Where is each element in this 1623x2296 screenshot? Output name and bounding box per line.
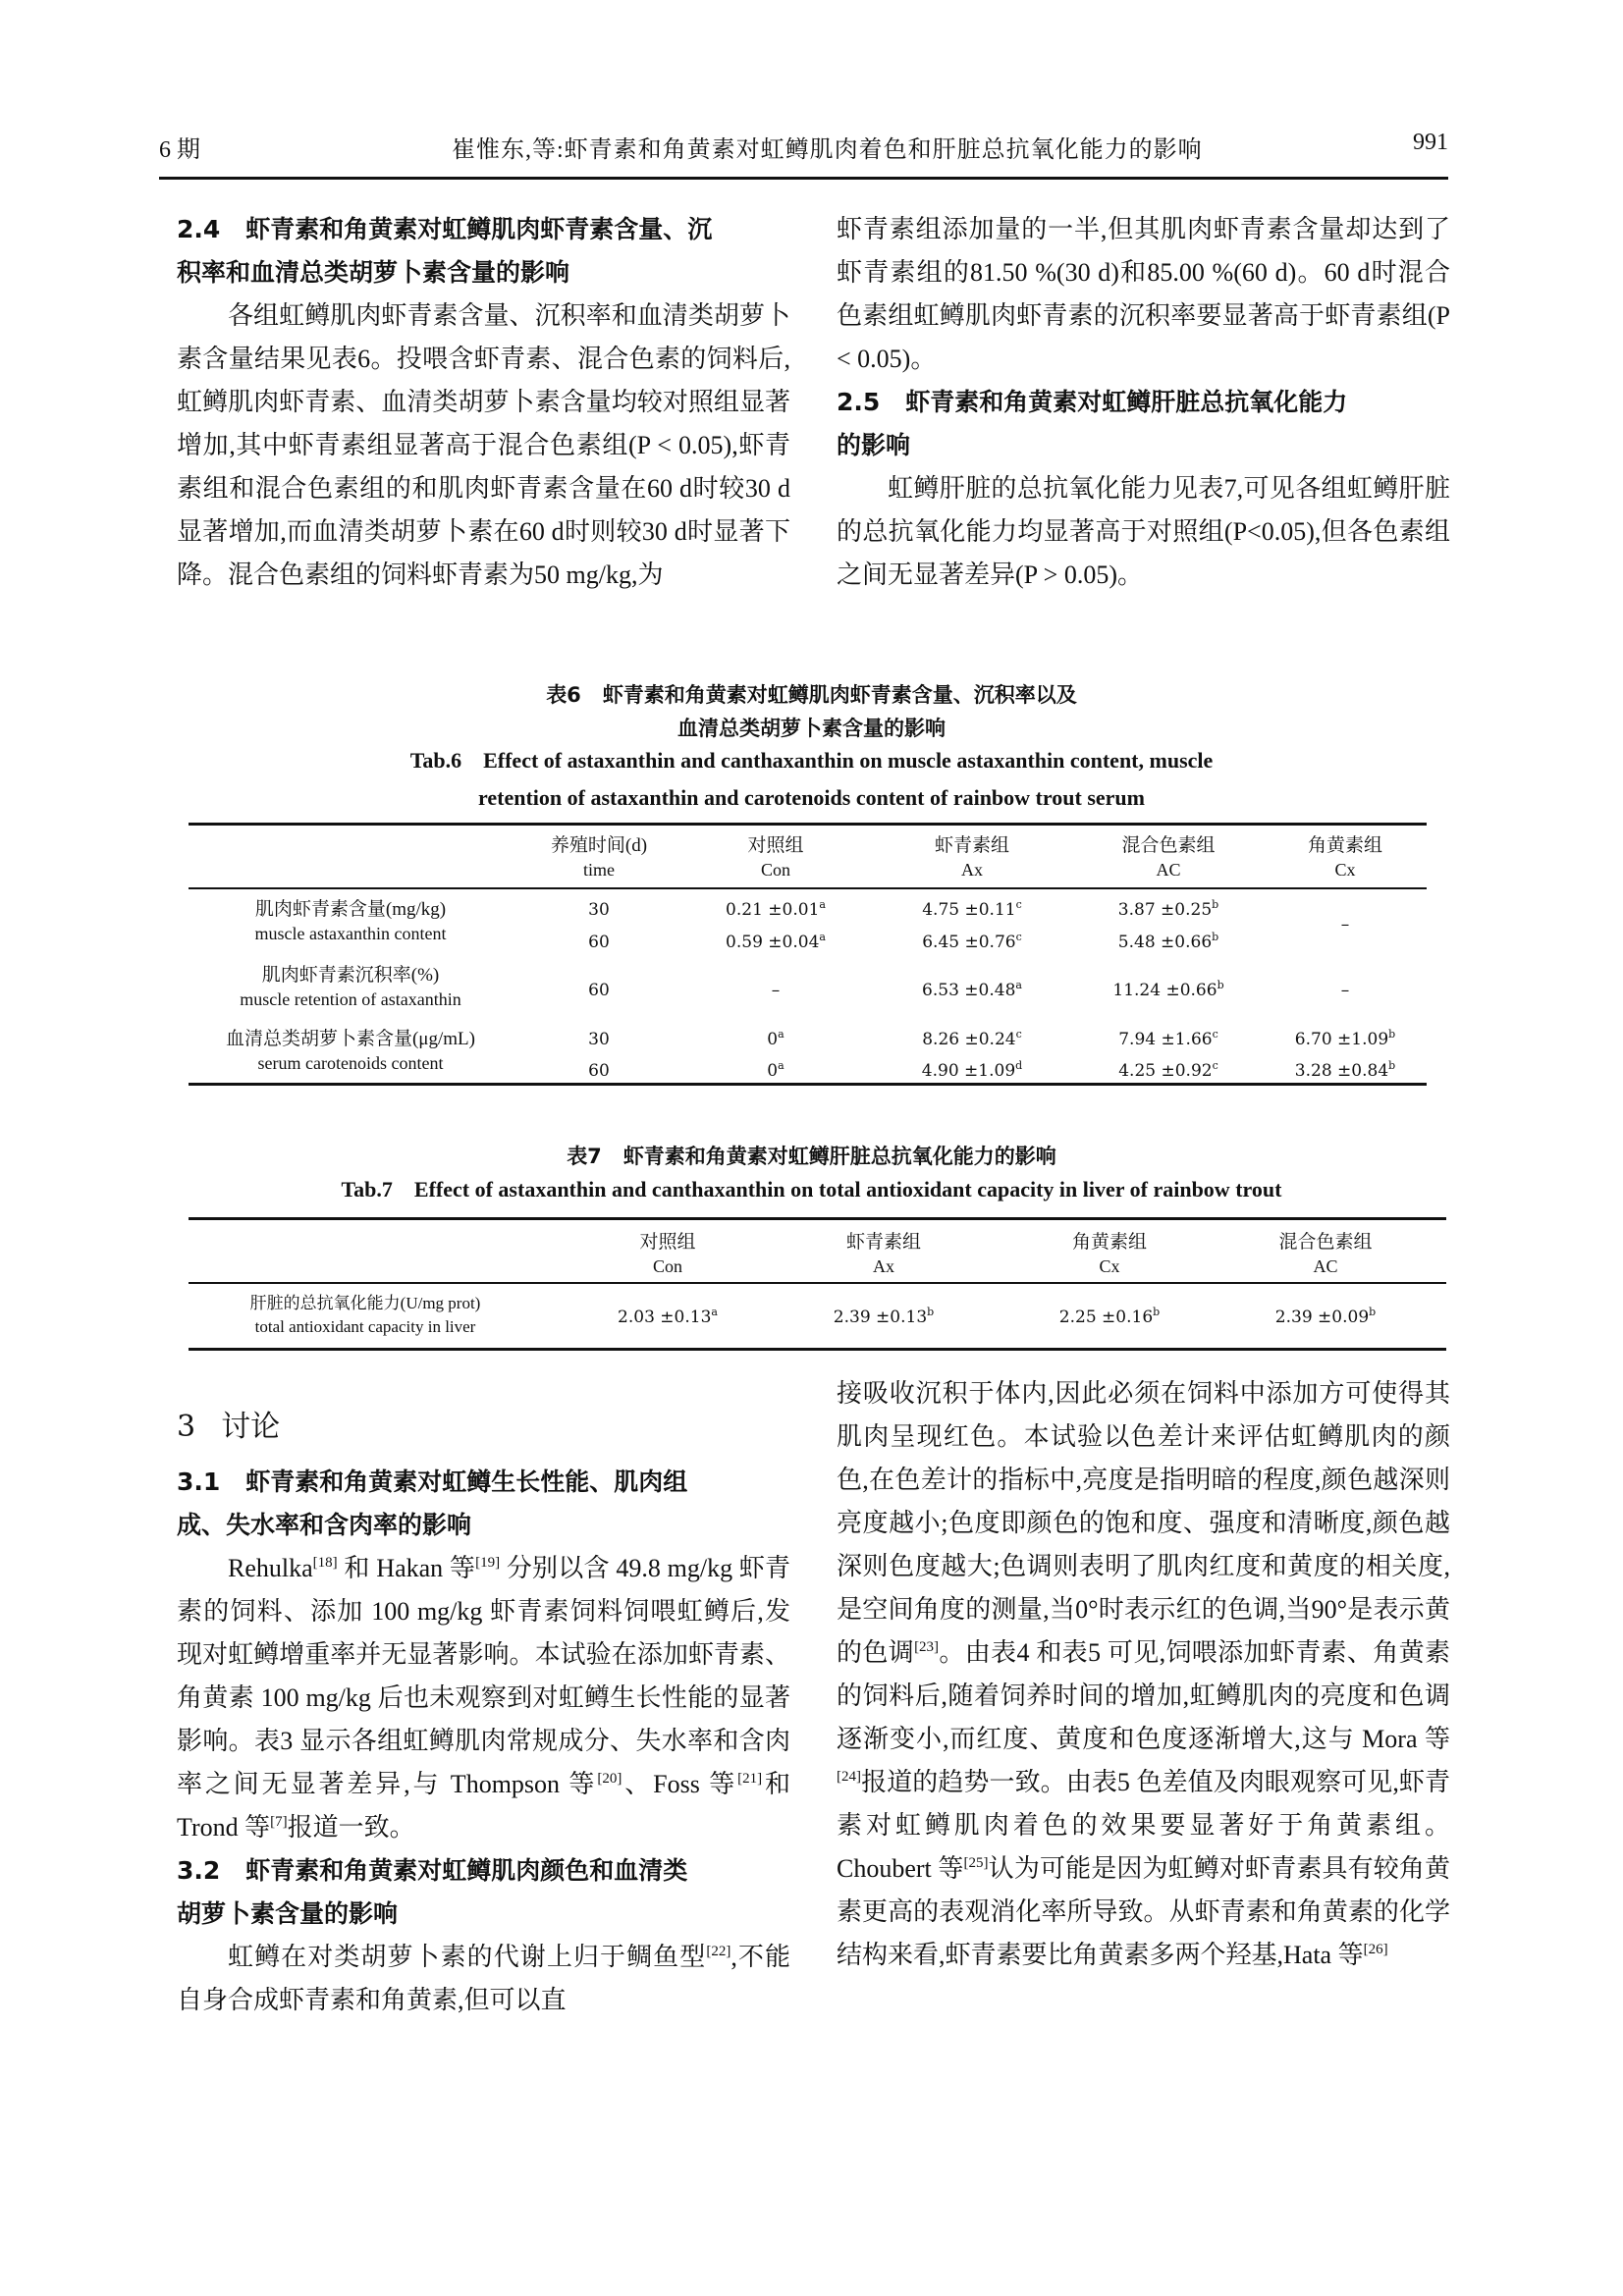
section-2-4-paragraph-continued: 虾青素组添加量的一半,但其肌肉虾青素含量却达到了虾青素组的81.50 %(30 d)和85.00 %(60 d)。60 d时混合色素组虹鳟肌肉虾青素的沉积率要显著高于虾青素组(P < 0.05)。: [837, 215, 1450, 373]
cell-value: 8.26 ±0.24: [922, 1030, 1016, 1049]
cell-con: [687, 1028, 864, 1051]
section-number: 3: [177, 1410, 196, 1444]
cell-value: 0.21 ±0.01: [726, 900, 820, 920]
cell-value: 2.25 ±0.16: [1058, 1308, 1154, 1327]
header-cn: 虾青素组: [934, 835, 1009, 856]
cell-value: 6.45 ±0.76: [922, 933, 1016, 952]
significance-letter: b: [1388, 1028, 1396, 1041]
citation[interactable]: [25]: [963, 1855, 989, 1871]
header-en: Con: [760, 860, 790, 880]
cell-ac: [1060, 1028, 1276, 1051]
table6-caption-cn: [0, 679, 1623, 709]
section-2-5-heading: [837, 381, 1450, 467]
row-label-en: serum carotenoids content: [257, 1053, 444, 1073]
left-column-top: [177, 208, 790, 597]
section-3-1-paragraph: [177, 1547, 790, 1849]
section-number: 2.4: [177, 215, 221, 243]
citation[interactable]: [23]: [914, 1639, 940, 1655]
page-number: 991: [1413, 130, 1448, 155]
heading-text: 成、失水率和含肉率的影响: [177, 1511, 472, 1539]
heading-text: 虾青素和角黄素对虹鳟肌肉虾青素含量、沉: [245, 215, 713, 243]
cell-time: 30: [588, 900, 610, 920]
significance-letter: c: [1015, 931, 1022, 943]
journal-issue: 6 期: [159, 137, 200, 163]
section-3-2-heading: [177, 1849, 790, 1936]
cell-ax: [785, 1306, 982, 1329]
significance-letter: b: [1153, 1306, 1161, 1318]
table7-caption-en: [0, 1177, 1623, 1202]
header-en: time: [583, 860, 615, 880]
citation[interactable]: [7]: [270, 1814, 288, 1830]
caption-text: Effect of astaxanthin and canthaxanthin on total antioxidant capacity in liver of rainbow trout: [413, 1177, 1282, 1201]
column-header-ax: [874, 834, 1070, 881]
cell-value: 0: [767, 1061, 779, 1081]
table-label: 表7: [567, 1145, 602, 1168]
heading-text: 讨论: [221, 1410, 281, 1444]
cell-con: [687, 931, 864, 954]
cell-value: 0.59 ±0.04: [726, 933, 820, 952]
significance-letter: b: [927, 1306, 935, 1318]
row-label-cn: 肝脏的总抗氧化能力(U/mg prot): [249, 1294, 481, 1312]
section-2-4-paragraph: 各组虹鳟肌肉虾青素含量、沉积率和血清类胡萝卜素含量结果见表6。投喂含虾青素、混合色素的饲料后,虹鳟肌肉虾青素、血清类胡萝卜素含量均较对照组显著增加,其中虾青素组显著高于混合色素组(P < 0.05),虾青素组和混合色素组的和肌肉虾青素含量在60 d时较30 d显著增加,而血清类胡萝卜素在60 d时则较30 d时显著下降。混合色素组的饲料虾青素为50 mg/kg,为: [177, 301, 790, 589]
header-cn: 对照组: [747, 835, 804, 856]
heading-text: 的影响: [837, 431, 911, 459]
cell-con: [687, 898, 864, 922]
table-header-rule: [189, 887, 1427, 889]
heading-text: 虾青素和角黄素对虹鳟肝脏总抗氧化能力: [905, 388, 1348, 416]
column-header-ax: [785, 1231, 982, 1278]
header-cn: 角黄素组: [1071, 1232, 1147, 1253]
row-label-en: total antioxidant capacity in liver: [254, 1317, 476, 1336]
cell-time: 60: [588, 1061, 610, 1081]
cell-cx: –: [1340, 981, 1350, 1000]
caption-text: 虾青素和角黄素对虹鳟肌肉虾青素含量、沉积率以及: [602, 683, 1077, 707]
text-run: 和 Trond 等: [177, 1770, 790, 1842]
heading-text: 积率和血清总类胡萝卜素含量的影响: [177, 258, 570, 287]
cell-ac: [1227, 1306, 1424, 1329]
significance-letter: b: [1388, 1059, 1396, 1072]
heading-text: 胡萝卜素含量的影响: [177, 1899, 399, 1928]
text-run: 报道的趋势一致。由表5 色差值及肉眼观察可见,虾青素对虹鳟肌肉着色的效果要显著好于角黄素组。Choubert 等: [837, 1768, 1450, 1883]
cell-value: 0: [767, 1030, 779, 1049]
cell-value: 2.39 ±0.09: [1274, 1308, 1370, 1327]
cell-value: 2.39 ±0.13: [833, 1308, 928, 1327]
significance-letter: a: [778, 1059, 784, 1072]
cell-value: 6.53 ±0.48: [922, 981, 1016, 1000]
section-number: 3.2: [177, 1856, 221, 1885]
text-run: 。由表4 和表5 可见,饲喂添加虾青素、角黄素的饲料后,随着饲养时间的增加,虹鳟肌肉的亮度和色调逐渐变小,而红度、黄度和色度逐渐增大,这与 Mora 等: [837, 1638, 1450, 1753]
caption-text: 虾青素和角黄素对虹鳟肝脏总抗氧化能力的影响: [622, 1145, 1056, 1168]
column-header-ac: [1227, 1231, 1424, 1278]
header-en: Con: [652, 1256, 682, 1276]
cell-value: 4.75 ±0.11: [922, 900, 1016, 920]
table-row-label: [189, 1292, 542, 1339]
significance-letter: c: [1015, 898, 1022, 911]
significance-letter: a: [819, 931, 826, 943]
significance-letter: b: [1212, 931, 1219, 943]
significance-letter: c: [1212, 1028, 1218, 1041]
table6-caption-en-line2: retention of astaxanthin and carotenoids content of rainbow trout serum: [478, 785, 1145, 810]
significance-letter: a: [778, 1028, 784, 1041]
table-bottom-rule: [189, 1083, 1427, 1086]
cell-value: 11.24 ±0.66: [1112, 981, 1217, 1000]
cell-value: 2.03 ±0.13: [618, 1308, 712, 1327]
cell-ax: [874, 1059, 1070, 1083]
cell-ac: [1060, 931, 1276, 954]
text-run: 和 Hakan 等: [337, 1554, 476, 1582]
text-run: 接吸收沉积于体内,因此必须在饲料中添加方可使得其肌肉呈现红色。本试验以色差计来评估虹鳟肌肉的颜色,在色差计的指标中,亮度是指明暗的程度,颜色越深则亮度越小;色度即颜色的饱和度、强度和清晰度,颜色越深则色度越大;色调则表明了肌肉红度和黄度的相关度,是空间角度的测量,当0°时表示红的色调,当90°是表示黄的色调: [837, 1379, 1450, 1667]
table-header-rule: [189, 1282, 1446, 1284]
cell-con: [687, 1059, 864, 1083]
left-column-bottom: [177, 1406, 790, 2022]
column-header-time: [520, 834, 677, 881]
right-column-top: [837, 208, 1450, 597]
running-title: 崔惟东,等:虾青素和角黄素对虹鳟肌肉着色和肝脏总抗氧化能力的影响: [452, 137, 1203, 163]
table-top-rule: [189, 823, 1427, 826]
cell-ac: [1060, 979, 1276, 1002]
cell-time: 60: [588, 981, 610, 1000]
text-run: 报道一致。: [287, 1813, 415, 1842]
citation[interactable]: [24]: [837, 1769, 861, 1785]
column-header-cx: [1011, 1231, 1208, 1278]
table-bottom-rule: [189, 1348, 1446, 1351]
section-3-heading: [177, 1406, 790, 1449]
section-3-1-heading: [177, 1461, 790, 1547]
cell-ax: [874, 1028, 1070, 1051]
cell-ax: [874, 898, 1070, 922]
cell-value: 3.28 ±0.84: [1294, 1061, 1389, 1081]
significance-letter: c: [1212, 1059, 1218, 1072]
row-label-en: muscle retention of astaxanthin: [240, 989, 461, 1009]
cell-cx: [1257, 1028, 1434, 1051]
header-cn: 混合色素组: [1278, 1232, 1373, 1253]
cell-value: 7.94 ±1.66: [1118, 1030, 1213, 1049]
row-label-cn: 肌肉虾青素含量(mg/kg): [254, 899, 447, 920]
citation[interactable]: [19]: [475, 1555, 501, 1571]
row-label-cn: 肌肉虾青素沉积率(%): [261, 965, 440, 986]
citation[interactable]: [22]: [706, 1944, 731, 1959]
table-row-label: [189, 1028, 513, 1075]
text-run: Rehulka: [228, 1554, 313, 1582]
row-label-en: muscle astaxanthin content: [254, 924, 447, 943]
significance-letter: b: [1217, 979, 1224, 991]
cell-ax: [874, 979, 1070, 1002]
right-column-bottom: [837, 1372, 1450, 1977]
significance-letter: a: [1015, 979, 1022, 991]
text-run: 、Foss 等: [622, 1770, 738, 1798]
header-en: Cx: [1099, 1256, 1120, 1276]
header-en: Cx: [1334, 860, 1356, 880]
header-cn: 虾青素组: [845, 1232, 921, 1253]
cell-ac: [1060, 1059, 1276, 1083]
table-row-label: [189, 898, 513, 945]
column-header-cx: [1257, 834, 1434, 881]
header-rule: [159, 177, 1448, 180]
heading-text: 虾青素和角黄素对虹鳟肌肉颜色和血清类: [245, 1856, 688, 1885]
citation[interactable]: [18]: [312, 1555, 338, 1571]
cell-value: 4.90 ±1.09: [921, 1061, 1016, 1081]
table7-caption-cn: [0, 1141, 1623, 1170]
text-run: 虹鳟在对类胡萝卜素的代谢上归于鲷鱼型: [228, 1943, 707, 1971]
table-label: Tab.7: [341, 1177, 393, 1201]
table-label: 表6: [546, 683, 581, 707]
text-run: ,不能自身合成虾青素和角黄素,但可以直: [177, 1943, 790, 2014]
table-label: Tab.6: [409, 748, 462, 773]
cell-cx: [1257, 1059, 1434, 1083]
significance-letter: b: [1212, 898, 1219, 911]
cell-cx: –: [1340, 915, 1350, 934]
heading-text: 虾青素和角黄素对虹鳟生长性能、肌肉组: [245, 1468, 688, 1496]
cell-cx: [1011, 1306, 1208, 1329]
section-2-4-heading: [177, 208, 790, 294]
header-cn: 混合色素组: [1121, 835, 1216, 856]
significance-letter: a: [819, 898, 826, 911]
header-cn: 角黄素组: [1307, 835, 1382, 856]
column-header-con: [687, 834, 864, 881]
significance-letter: a: [711, 1306, 718, 1318]
header-cn: 养殖时间(d): [550, 835, 648, 856]
column-header-ac: [1060, 834, 1276, 881]
header-en: Ax: [961, 860, 983, 880]
cell-time: 30: [588, 1030, 610, 1049]
cell-ax: [874, 931, 1070, 954]
citation[interactable]: [21]: [737, 1771, 763, 1787]
header-cn: 对照组: [639, 1232, 696, 1253]
section-2-5-paragraph: 虹鳟肝脏的总抗氧化能力见表7,可见各组虹鳟肝脏的总抗氧化能力均显著高于对照组(P<0.05),但各色素组之间无显著差异(P > 0.05)。: [837, 474, 1450, 589]
table6-caption-cn-line2: 血清总类胡萝卜素含量的影响: [677, 717, 946, 740]
section-number: 3.1: [177, 1468, 221, 1496]
significance-letter: d: [1015, 1059, 1023, 1072]
table-top-rule: [189, 1217, 1446, 1220]
caption-text: Effect of astaxanthin and canthaxanthin on muscle astaxanthin content, muscle: [483, 748, 1214, 773]
header-en: AC: [1156, 860, 1181, 880]
significance-letter: c: [1015, 1028, 1022, 1041]
citation[interactable]: [20]: [597, 1771, 622, 1787]
cell-value: 5.48 ±0.66: [1117, 933, 1213, 952]
cell-con: [569, 1306, 766, 1329]
cell-value: 6.70 ±1.09: [1294, 1030, 1389, 1049]
row-label-cn: 血清总类胡萝卜素含量(μg/mL): [225, 1029, 475, 1049]
cell-value: 3.87 ±0.25: [1117, 900, 1213, 920]
text-run: 认为可能是因为虹鳟对虾青素具有较角黄素更高的表观消化率所导致。从虾青素和角黄素的化学结构来看,虾青素要比角黄素多两个羟基,Hata 等: [837, 1854, 1450, 1969]
column-header-con: [569, 1231, 766, 1278]
header-en: Ax: [873, 1256, 894, 1276]
cell-time: 60: [588, 933, 610, 952]
header-en: AC: [1313, 1256, 1338, 1276]
text-run: 分别以含 49.8 mg/kg 虾青素的饲料、添加 100 mg/kg 虾青素饲料饲喂虹鳟后,发现对虹鳟增重率并无显著影响。本试验在添加虾青素、角黄素 100 mg/kg 后也未观察到对虹鳟生长性能的显著影响。表3 显示各组虹鳟肌肉常规成分、失水率和含肉率之间无显著差异,与 Thompson 等: [177, 1554, 791, 1798]
cell-ac: [1060, 898, 1276, 922]
cell-value: 4.25 ±0.92: [1118, 1061, 1213, 1081]
table-row-label: [189, 964, 513, 1011]
table6-caption-en: [0, 748, 1623, 774]
section-3-2-paragraph-continued: [837, 1372, 1450, 1977]
citation[interactable]: [26]: [1363, 1942, 1388, 1957]
section-3-2-paragraph: [177, 1936, 790, 2022]
significance-letter: b: [1369, 1306, 1377, 1318]
cell-con: –: [771, 981, 781, 1000]
section-number: 2.5: [837, 388, 881, 416]
